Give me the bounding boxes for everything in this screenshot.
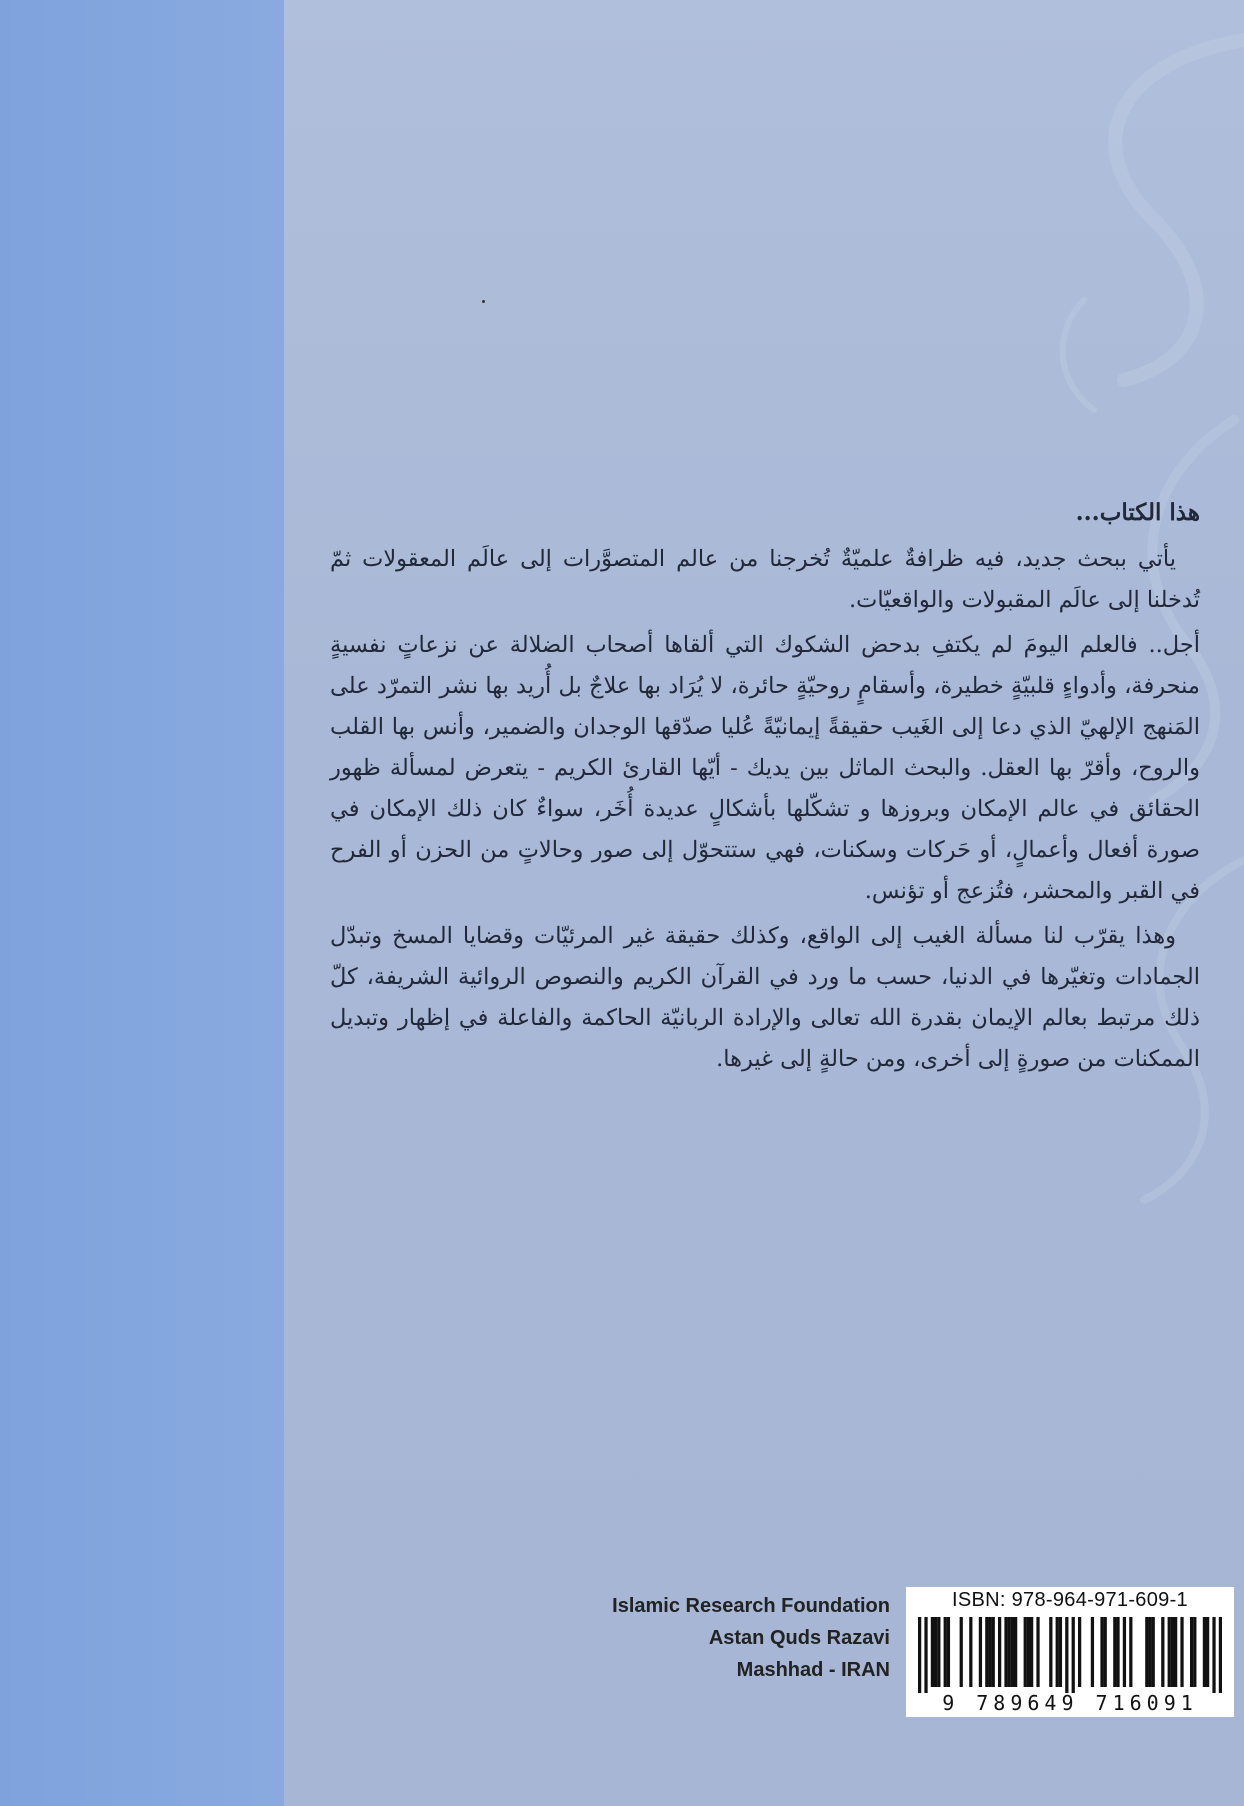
barcode-bar <box>1030 1617 1033 1687</box>
barcode-bar <box>1123 1617 1126 1687</box>
barcode-bar <box>1104 1617 1107 1687</box>
barcode-bar <box>1145 1617 1148 1687</box>
barcode-bar <box>1203 1617 1206 1687</box>
isbn-barcode-box <box>906 1587 1234 1717</box>
barcode-bar <box>947 1617 950 1687</box>
barcode-bar <box>918 1617 921 1693</box>
barcode-bar <box>1072 1617 1075 1693</box>
barcode-bar <box>1100 1617 1103 1687</box>
barcode-bar <box>969 1617 972 1687</box>
barcode-bar <box>985 1617 988 1687</box>
publisher-name: Islamic Research Foundation <box>612 1595 890 1617</box>
barcode-bar <box>979 1617 982 1687</box>
barcode-bar <box>944 1617 947 1687</box>
barcode-bar <box>1078 1617 1081 1687</box>
isbn-digits: 9 789649 716091 <box>942 1691 1198 1715</box>
barcode-bar <box>934 1617 937 1687</box>
barcode-bar <box>1129 1617 1132 1687</box>
barcode-bar <box>1024 1617 1027 1687</box>
blurb-paragraph-1: يأتي ببحث جديد، فيه ظرافةٌ علميّةٌ تُخرجنا من عالم المتصوَّرات إلى عالَم المعقولات ثمّ تُدخلنا إلى عالَم المقبولات والواقعيّات. <box>330 546 1200 613</box>
barcode-bar <box>1014 1617 1017 1687</box>
print-speck <box>482 300 485 303</box>
barcode-bar <box>1212 1617 1215 1693</box>
barcode-bar <box>1116 1617 1119 1687</box>
barcode-bar <box>1056 1617 1059 1687</box>
barcode-bar <box>1036 1617 1039 1687</box>
barcode-bar <box>1148 1617 1151 1687</box>
barcode-bar <box>1161 1617 1164 1687</box>
barcode-bar <box>1180 1617 1183 1687</box>
barcode-bar <box>1113 1617 1116 1687</box>
barcode-bar <box>998 1617 1001 1687</box>
publisher-info <box>560 1590 890 1686</box>
barcode-bar <box>1206 1617 1209 1687</box>
barcode-bar <box>1152 1617 1155 1687</box>
barcode-bar <box>1059 1617 1062 1687</box>
barcode-bar <box>1193 1617 1196 1687</box>
publisher-location: Mashhad - IRAN <box>736 1659 890 1681</box>
barcode-bar <box>1049 1617 1052 1687</box>
back-cover-blurb <box>330 492 1200 1084</box>
barcode-bar <box>937 1617 940 1687</box>
barcode-bar <box>1065 1617 1068 1693</box>
barcode-bar <box>1008 1617 1011 1687</box>
barcode-bar <box>931 1617 934 1687</box>
barcode-bar <box>1171 1617 1174 1687</box>
isbn-label: ISBN: 978-964-971-609-1 <box>952 1589 1188 1611</box>
barcode-bar <box>924 1617 927 1693</box>
publisher-org: Astan Quds Razavi <box>708 1627 890 1649</box>
blurb-paragraph-3: وهذا يقرّب لنا مسألة الغيب إلى الواقع، وكذلك حقيقة غير المرئيّات وقضايا المسخ وتبدّل الجمادات وتغيّرها في الدنيا، حسب ما ورد في القرآن الكريم والنصوص الروائية الشريفة، كلّ ذلك مرتبط بعالم الإيمان بقدرة الله تعالى والإرادة الربانيّة الحاكمة والفاعلة في إظهار وتبديل الممكنات من صورةٍ إلى أخرى، ومن حالةٍ إلى غيرها. <box>330 923 1200 1072</box>
blurb-paragraph-2: أجل.. فالعلم اليومَ لم يكتفِ بدحض الشكوك التي ألقاها أصحاب الضلالة عن نزعاتٍ نفسيةٍ منحرفة، وأدواءٍ قلبيّةٍ خطيرة، وأسقامٍ روحيّةٍ حائرة، لا يُرَاد بها علاجٌ بل أُريد بها نشر التمرّد على المَنهج الإلهيّ الذي دعا إلى الغَيب حقيقةً إيمانيّةً عُليا صدّقها الوجدان والضمير، وأنس بها القلب والروح، وأقرّ بها العقل. والبحث الماثل بين يديك - أيّها القارئ الكريم - يتعرض لمسألة ظهور الحقائق في عالم الإمكان وبروزها و تشكّلها بأشكالٍ عديدة أُخَر، سواءٌ كان ذلك الإمكان في صورة أفعال وأعمالٍ، أو حَركات وسكنات، فهي ستتحوّل إلى صور وحالاتٍ من الحزن أو الفرح في القبر والمحشر، فتُزعج أو تؤنس. <box>330 632 1200 904</box>
barcode-bar <box>1219 1617 1222 1693</box>
barcode-bar <box>992 1617 995 1687</box>
barcode-bar <box>988 1617 991 1687</box>
barcode-bar <box>1174 1617 1177 1687</box>
left-spine-strip <box>0 0 284 1806</box>
barcode-bar <box>1011 1617 1014 1687</box>
barcode-bar <box>1168 1617 1171 1687</box>
barcode-bar <box>1004 1617 1007 1687</box>
barcode-bar <box>1091 1617 1094 1687</box>
barcode-bar <box>960 1617 963 1687</box>
barcode-bar <box>1190 1617 1193 1687</box>
barcode-bar <box>1027 1617 1030 1687</box>
blurb-heading: هذا الكتاب... <box>1075 499 1200 526</box>
barcode <box>918 1617 1222 1693</box>
